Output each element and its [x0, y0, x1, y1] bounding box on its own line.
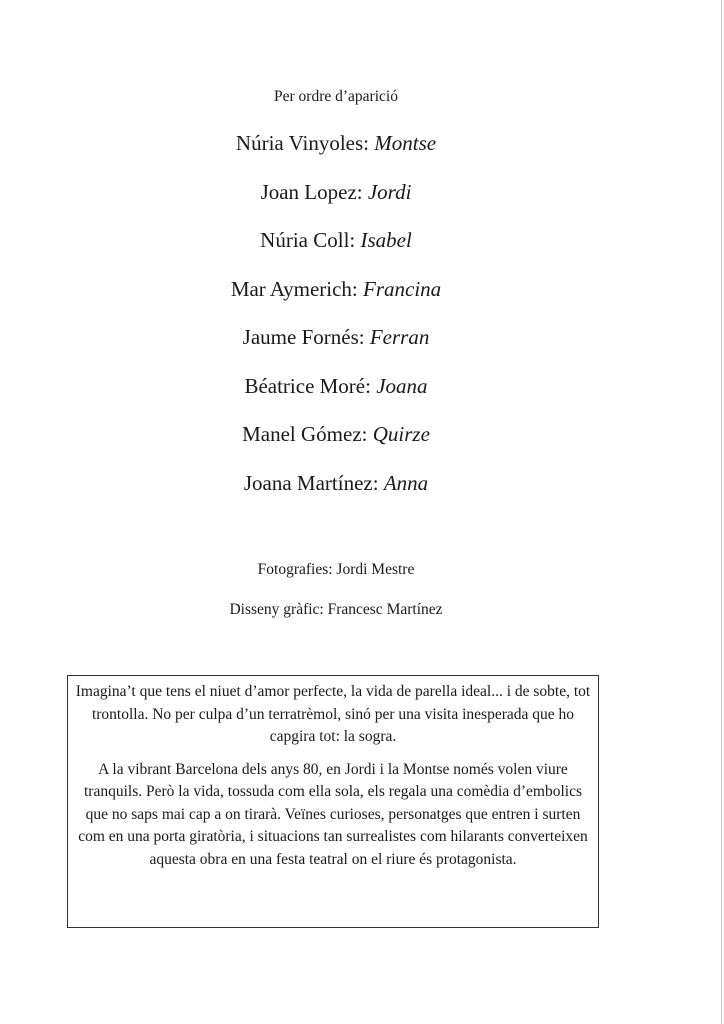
role-name: Francina: [363, 276, 442, 301]
role-name: Isabel: [360, 228, 412, 252]
cast-heading: Per ordre d’aparició: [274, 88, 398, 105]
cast-entry: [0, 419, 672, 468]
actor-name: Béatrice Moré:: [244, 373, 371, 398]
actor-name: Joan Lopez:: [260, 179, 363, 204]
cast-entry: [0, 177, 672, 226]
synopsis-box: [67, 675, 599, 928]
cast-entry: [0, 128, 672, 177]
synopsis-paragraph: Imagina’t que tens el niuet d’amor perfecte, la vida de parella ideal... i de sobte, tot trontolla. No per culpa d’un terratrèmol, sinó per una visita inesperada que ho capgira tot: la sogra.: [75, 683, 591, 745]
photography-credit: Fotografies: Jordi Mestre: [257, 561, 415, 578]
role-name: Quirze: [372, 422, 430, 446]
synopsis-paragraph: A la vibrant Barcelona dels anys 80, en Jordi i la Montse només volen viure tranquils. Però la vida, tossuda com ella sola, els regala una comèdia d’embolics que no saps mai cap a on tirarà. Veïnes curioses, personatges que entren i surten com en una porta giratòria, i situacions tan surrealistes com hilarants converteixen aquesta obra en una festa teatral on el riure és protagonista.: [78, 760, 588, 868]
actor-name: Jaume Fornés:: [242, 325, 365, 349]
role-name: Ferran: [369, 325, 430, 349]
role-name: Joana: [376, 373, 428, 398]
design-credit: Disseny gràfic: Francesc Martínez: [229, 601, 443, 618]
cast-entry: [0, 225, 672, 274]
actor-name: Mar Aymerich:: [230, 276, 358, 301]
role-name: Montse: [374, 131, 437, 155]
page-edge: [721, 0, 722, 1024]
actor-name: Núria Coll:: [260, 228, 356, 252]
actor-name: Núria Vinyoles:: [235, 131, 369, 155]
cast-entry: [0, 274, 672, 323]
actor-name: Manel Gómez:: [242, 422, 368, 446]
role-name: Anna: [383, 470, 429, 495]
cast-entry: [0, 371, 672, 420]
cast-list: [0, 128, 672, 516]
role-name: Jordi: [367, 179, 412, 204]
cast-entry: [0, 468, 672, 517]
cast-entry: [0, 322, 672, 371]
actor-name: Joana Martínez:: [243, 470, 379, 495]
